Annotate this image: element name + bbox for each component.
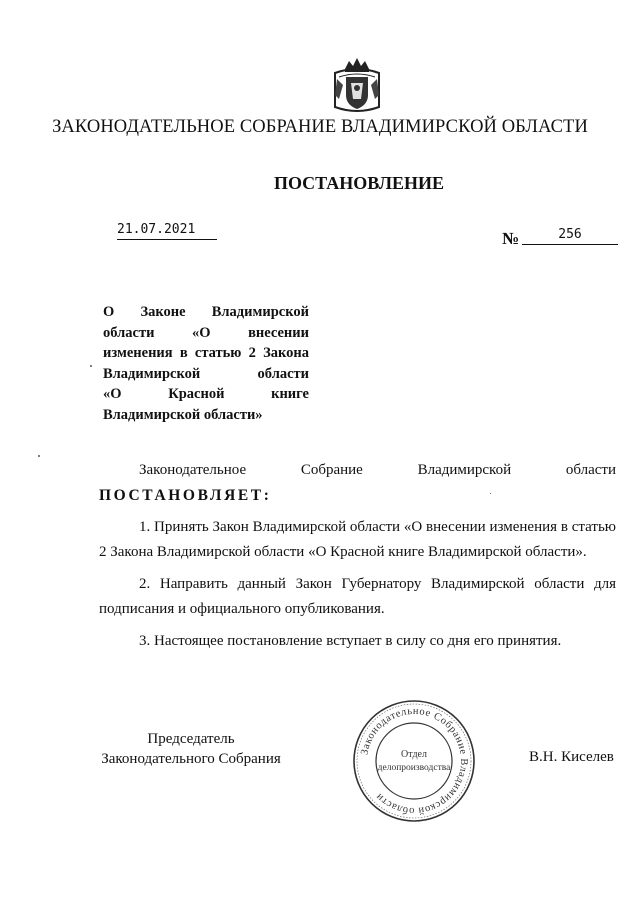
resolution-item: 3. Настоящее постановление вступает в силу со дня его принятия. xyxy=(139,633,562,649)
resolves-heading: ПОСТАНОВЛЯЕТ: xyxy=(99,487,272,504)
resolution-items xyxy=(99,515,616,662)
document-type-title: ПОСТАНОВЛЕНИЕ xyxy=(273,173,445,193)
subject-line: О Законе Владимирской xyxy=(103,304,309,320)
stamp-center-line: делопроизводства xyxy=(377,763,451,773)
number-sign: № xyxy=(502,229,520,248)
subject-line: Владимирской области xyxy=(103,365,309,382)
stamp-ring-text: Законодательное Собрание Владимирской области xyxy=(359,705,470,817)
body-intro: Законодательное Собрание Владимирской области xyxy=(139,462,616,478)
subject-line: области «О внесении xyxy=(103,324,309,341)
document-date: 21.07.2021 xyxy=(117,222,217,240)
coat-of-arms-icon xyxy=(331,55,383,115)
organization-title: ЗАКОНОДАТЕЛЬНОЕ СОБРАНИЕ ВЛАДИМИРСКОЙ ОБЛАСТИ xyxy=(52,117,588,137)
resolution-item: 2. Направить данный Закон Губернатору Владимирской области для подписания и официального опубликования. xyxy=(99,576,616,617)
position-line: Председатель xyxy=(147,731,235,747)
scan-speck xyxy=(90,365,92,367)
subject-line: изменения в статью 2 Закона xyxy=(103,345,309,361)
office-stamp-icon xyxy=(350,697,478,825)
resolution-item: 1. Принять Закон Владимирской области «О внесении изменения в статью 2 Закона Владимирской области «О Красной книге Владимирской области». xyxy=(99,519,616,560)
document-subject xyxy=(103,302,309,425)
subject-line: Владимирской области» xyxy=(103,406,263,423)
subject-line: «О Красной книге xyxy=(103,386,309,402)
stamp-center-line: Отдел xyxy=(401,749,427,760)
signatory-name: В.Н. Киселев xyxy=(529,749,614,765)
document-number: 256 xyxy=(522,227,618,245)
scan-speck xyxy=(490,493,491,494)
signatory-position xyxy=(96,729,286,769)
scan-speck xyxy=(38,455,40,457)
position-line: Законодательного Собрания xyxy=(101,751,281,767)
